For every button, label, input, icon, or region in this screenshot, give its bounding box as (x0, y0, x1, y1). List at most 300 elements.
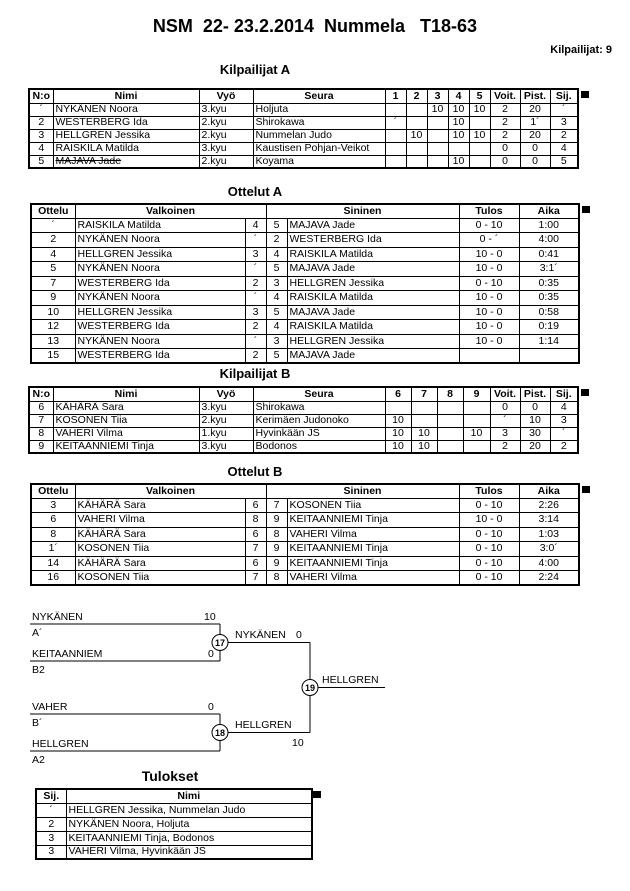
blue-competitor: VAHERI Vilma (287, 527, 459, 542)
white-number: 2 (245, 320, 266, 335)
belt: 2.kyu (199, 116, 253, 129)
score-cell (448, 142, 469, 155)
score-cell: 10 (411, 440, 437, 453)
competitor-name: RAISKILA Matilda (53, 142, 199, 155)
bracket-seed-label: B2 (32, 664, 45, 676)
table-row (31, 527, 579, 542)
blue-number: 7 (266, 498, 287, 513)
matches-a-table (30, 203, 580, 364)
blue-competitor: MAJAVA Jade (287, 305, 459, 320)
place: 2 (550, 440, 578, 453)
pool-a-table (28, 88, 579, 169)
competitor-number: 4 (29, 142, 53, 155)
bracket-seed-label: A´ (32, 627, 43, 639)
club: Koyama (253, 155, 385, 168)
blue-competitor: VAHERI Vilma (287, 571, 459, 586)
points: 0 (520, 155, 550, 168)
column-header: 9 (463, 387, 490, 401)
time: 3:0´ (519, 542, 579, 557)
blue-number: 9 (266, 513, 287, 528)
points: 20 (520, 129, 550, 142)
wins: ´ (490, 414, 520, 427)
table-marker (582, 486, 590, 493)
table-row (31, 262, 579, 277)
table-row (36, 817, 312, 831)
bracket-competitor-name: HELLGREN (32, 738, 89, 750)
score-cell: 10 (406, 129, 427, 142)
place: ´ (36, 803, 66, 817)
section-title-pool-a: Kilpailijat A (219, 62, 291, 77)
place: ´ (550, 103, 578, 116)
white-competitor: KOSONEN Tiia (75, 571, 245, 586)
club: Shirokawa (253, 116, 385, 129)
time: 0:58 (519, 305, 579, 320)
bracket-score: 10 (204, 611, 216, 623)
result: 10 - 0 (459, 334, 519, 349)
table-row (29, 155, 578, 168)
score-cell (427, 155, 448, 168)
white-number: 2 (245, 276, 266, 291)
table-row (31, 542, 579, 557)
table-row (31, 556, 579, 571)
match-number: 2 (31, 233, 75, 248)
result: 0 - ´ (459, 233, 519, 248)
column-header: Sininen (266, 204, 459, 218)
table-row (31, 513, 579, 528)
white-number: 6 (245, 556, 266, 571)
score-cell (437, 401, 463, 414)
table-row (31, 247, 579, 262)
white-number: 7 (245, 571, 266, 586)
blue-competitor: KOSONEN Tiia (287, 498, 459, 513)
white-competitor: KOSONEN Tiia (75, 542, 245, 557)
blue-number: 3 (266, 276, 287, 291)
table-marker (581, 91, 589, 98)
bracket-competitor-name: KEITAANNIEM (32, 648, 103, 660)
score-cell (385, 142, 406, 155)
club: Kaustisen Pohjan-Veikot (253, 142, 385, 155)
blue-competitor: MAJAVA Jade (287, 349, 459, 364)
competitor-name: KÄHÄRÄ Sara (53, 401, 199, 414)
score-cell (406, 155, 427, 168)
column-header: Tulos (459, 204, 519, 218)
belt: 3.kyu (199, 103, 253, 116)
table-row (31, 305, 579, 320)
white-competitor: WESTERBERG Ida (75, 276, 245, 291)
place: 3 (550, 116, 578, 129)
results-table (35, 788, 313, 860)
column-header: Valkoinen (75, 204, 266, 218)
match-number: 9 (31, 291, 75, 306)
table-row (29, 440, 578, 453)
blue-number: 4 (266, 247, 287, 262)
points: 0 (520, 142, 550, 155)
bracket-seed-label: B´ (32, 717, 43, 729)
result: 0 - 10 (459, 556, 519, 571)
column-header: N:o (29, 387, 53, 401)
competitor-number: 5 (29, 155, 53, 168)
match-number: 5 (31, 262, 75, 277)
white-competitor: HELLGREN Jessika (75, 247, 245, 262)
wins: 2 (490, 116, 520, 129)
column-header: Tulos (459, 484, 519, 498)
score-cell (406, 103, 427, 116)
medal-bracket (25, 606, 425, 771)
column-header: Nimi (53, 387, 199, 401)
score-cell: 10 (463, 427, 490, 440)
match-number: 8 (31, 527, 75, 542)
column-header: 1 (385, 89, 406, 103)
score-cell: 10 (448, 116, 469, 129)
place: 4 (550, 142, 578, 155)
section-title-matches-a: Ottelut A (227, 184, 283, 199)
belt: 1.kyu (199, 427, 253, 440)
result: 0 - 10 (459, 571, 519, 586)
white-number: 3 (245, 305, 266, 320)
white-number: 4 (245, 218, 266, 233)
column-header: Sij. (36, 789, 66, 803)
blue-competitor: KEITAANNIEMI Tinja (287, 542, 459, 557)
column-header: Pist. (520, 387, 550, 401)
match-number: 14 (31, 556, 75, 571)
place: 4 (550, 401, 578, 414)
section-title-results: Tulokset (141, 768, 199, 784)
competitor-number: 6 (29, 401, 53, 414)
club: Nummelan Judo (253, 129, 385, 142)
score-cell (463, 414, 490, 427)
column-header: Ottelu (31, 484, 75, 498)
score-cell (411, 414, 437, 427)
white-competitor: RAISKILA Matilda (75, 218, 245, 233)
place: 2 (36, 817, 66, 831)
wins: 2 (490, 129, 520, 142)
place: 5 (550, 155, 578, 168)
result (459, 349, 519, 364)
score-cell (411, 401, 437, 414)
score-cell: 10 (469, 129, 490, 142)
bracket-score: 0 (208, 701, 214, 713)
points: 10 (520, 414, 550, 427)
pool-b-table (28, 386, 579, 454)
competitor-number: 2 (29, 116, 53, 129)
competitor-name: NYKÄNEN Noora (53, 103, 199, 116)
table-row (31, 334, 579, 349)
table-row (31, 320, 579, 335)
result: 0 - 10 (459, 218, 519, 233)
time: 4:00 (519, 233, 579, 248)
competitor-name: VAHERI Vilma (53, 427, 199, 440)
wins: 2 (490, 440, 520, 453)
white-number: ´ (245, 334, 266, 349)
score-cell: 10 (427, 103, 448, 116)
result: 0 - 10 (459, 527, 519, 542)
header-row (36, 789, 312, 803)
score-cell: 10 (385, 414, 411, 427)
club: Bodonos (253, 440, 385, 453)
table-row (29, 427, 578, 440)
blue-number: 3 (266, 334, 287, 349)
score-cell (469, 116, 490, 129)
column-header: 7 (411, 387, 437, 401)
match-number: ´ (31, 218, 75, 233)
time: 3:1´ (519, 262, 579, 277)
blue-competitor: RAISKILA Matilda (287, 291, 459, 306)
white-number: ´ (245, 233, 266, 248)
score-cell (385, 401, 411, 414)
wins: 3 (490, 427, 520, 440)
match-number: 6 (31, 513, 75, 528)
table-row (36, 845, 312, 859)
time: 1:14 (519, 334, 579, 349)
column-header: 3 (427, 89, 448, 103)
white-competitor: NYKÄNEN Noora (75, 233, 245, 248)
table-row (29, 103, 578, 116)
competitor-number: 8 (29, 427, 53, 440)
bracket-score: 0 (296, 629, 302, 641)
competitor-number: 3 (29, 129, 53, 142)
column-header: Vyö (199, 89, 253, 103)
time: 3:14 (519, 513, 579, 528)
competitor-number: ´ (29, 103, 53, 116)
column-header: Aika (519, 484, 579, 498)
white-number: ´ (245, 262, 266, 277)
table-row (29, 142, 578, 155)
white-number: 6 (245, 498, 266, 513)
match-number: 3 (31, 498, 75, 513)
score-cell (463, 440, 490, 453)
matches-b-table (30, 483, 580, 586)
white-number: 2 (245, 349, 266, 364)
time (519, 349, 579, 364)
match-number: 13 (31, 334, 75, 349)
time: 0:35 (519, 276, 579, 291)
score-cell (427, 116, 448, 129)
blue-number: 8 (266, 527, 287, 542)
table-row (31, 349, 579, 364)
header-row (29, 89, 578, 103)
bracket-winner-name: HELLGREN (235, 719, 292, 731)
blue-number: 5 (266, 218, 287, 233)
column-header: 4 (448, 89, 469, 103)
result: 0 - 10 (459, 276, 519, 291)
club: Holjuta (253, 103, 385, 116)
score-cell (385, 103, 406, 116)
page-title: NSM 22- 23.2.2014 Nummela T18-63 (152, 16, 478, 36)
match-number: 15 (31, 349, 75, 364)
blue-competitor: KEITAANNIEMI Tinja (287, 513, 459, 528)
bracket-score: 10 (292, 737, 304, 749)
bracket-competitor-name: VAHER (32, 701, 68, 713)
result: 0 - 10 (459, 542, 519, 557)
blue-number: 2 (266, 233, 287, 248)
blue-number: 5 (266, 305, 287, 320)
result: 10 - 0 (459, 247, 519, 262)
section-title-matches-b: Ottelut B (227, 464, 283, 479)
white-competitor: NYKÄNEN Noora (75, 334, 245, 349)
score-cell (406, 116, 427, 129)
white-number: 8 (245, 513, 266, 528)
points: 20 (520, 440, 550, 453)
result: 10 - 0 (459, 320, 519, 335)
white-number: 3 (245, 247, 266, 262)
score-cell (463, 401, 490, 414)
match-number: 10 (31, 305, 75, 320)
score-cell (437, 414, 463, 427)
blue-competitor: WESTERBERG Ida (287, 233, 459, 248)
competitor-name: KEITAANNIEMI Tinja (53, 440, 199, 453)
points: 20 (520, 103, 550, 116)
result: 10 - 0 (459, 291, 519, 306)
result: 10 - 0 (459, 513, 519, 528)
table-row (29, 401, 578, 414)
competitor: NYKÄNEN Noora, Holjuta (66, 817, 312, 831)
match-number: 19 (304, 683, 316, 693)
blue-competitor: RAISKILA Matilda (287, 247, 459, 262)
score-cell (437, 440, 463, 453)
table-row (29, 116, 578, 129)
blue-number: 5 (266, 349, 287, 364)
header-row (29, 387, 578, 401)
column-header: Nimi (53, 89, 199, 103)
table-row (31, 276, 579, 291)
match-number: 4 (31, 247, 75, 262)
time: 0:35 (519, 291, 579, 306)
score-cell (469, 142, 490, 155)
time: 2:24 (519, 571, 579, 586)
white-competitor: NYKÄNEN Noora (75, 291, 245, 306)
score-cell (385, 129, 406, 142)
score-cell: 10 (385, 427, 411, 440)
result: 10 - 0 (459, 262, 519, 277)
white-competitor: HELLGREN Jessika (75, 305, 245, 320)
white-competitor: VAHERI Vilma (75, 513, 245, 528)
competitor: KEITAANNIEMI Tinja, Bodonos (66, 831, 312, 845)
white-number: ´ (245, 291, 266, 306)
place: ´ (550, 427, 578, 440)
time: 0:41 (519, 247, 579, 262)
score-cell: 10 (448, 129, 469, 142)
score-cell (469, 155, 490, 168)
place: 3 (36, 845, 66, 859)
blue-competitor: MAJAVA Jade (287, 218, 459, 233)
wins: 0 (490, 155, 520, 168)
competitor-name: MAJAVA Jade (53, 155, 199, 168)
blue-competitor: RAISKILA Matilda (287, 320, 459, 335)
competitor-number: 9 (29, 440, 53, 453)
score-cell: 10 (448, 103, 469, 116)
belt: 2.kyu (199, 129, 253, 142)
table-row (31, 498, 579, 513)
place: 3 (36, 831, 66, 845)
belt: 2.kyu (199, 414, 253, 427)
table-marker (582, 206, 590, 213)
competitor: VAHERI Vilma, Hyvinkään JS (66, 845, 312, 859)
score-cell: 10 (385, 440, 411, 453)
competitor-number: 7 (29, 414, 53, 427)
belt: 2.kyu (199, 155, 253, 168)
white-number: 7 (245, 542, 266, 557)
table-row (29, 129, 578, 142)
bracket-winner-name: NYKÄNEN (235, 629, 286, 641)
column-header: 5 (469, 89, 490, 103)
result: 0 - 10 (459, 498, 519, 513)
club: Shirokawa (253, 401, 385, 414)
white-competitor: NYKÄNEN Noora (75, 262, 245, 277)
score-cell: 10 (411, 427, 437, 440)
match-number: 16 (31, 571, 75, 586)
blue-number: 9 (266, 556, 287, 571)
column-header: N:o (29, 89, 53, 103)
column-header: Voit. (490, 89, 520, 103)
result: 10 - 0 (459, 305, 519, 320)
score-cell (385, 155, 406, 168)
blue-number: 5 (266, 262, 287, 277)
bracket-seed-label: A2 (32, 754, 45, 766)
column-header: Seura (253, 387, 385, 401)
white-competitor: WESTERBERG Ida (75, 349, 245, 364)
score-cell (437, 427, 463, 440)
belt: 3.kyu (199, 401, 253, 414)
table-marker (313, 791, 321, 798)
time: 1:00 (519, 218, 579, 233)
belt: 3.kyu (199, 142, 253, 155)
score-cell (406, 142, 427, 155)
column-header: Vyö (199, 387, 253, 401)
white-competitor: KÄHÄRÄ Sara (75, 498, 245, 513)
header-row (31, 204, 579, 218)
blue-number: 9 (266, 542, 287, 557)
wins: 0 (490, 142, 520, 155)
header-row (31, 484, 579, 498)
match-number: 17 (214, 638, 226, 648)
match-number: 12 (31, 320, 75, 335)
column-header: Nimi (66, 789, 312, 803)
bracket-score: 0 (208, 648, 214, 660)
blue-competitor: HELLGREN Jessika (287, 276, 459, 291)
competitor: HELLGREN Jessika, Nummelan Judo (66, 803, 312, 817)
time: 0:19 (519, 320, 579, 335)
points: 30 (520, 427, 550, 440)
column-header: Aika (519, 204, 579, 218)
blue-competitor: MAJAVA Jade (287, 262, 459, 277)
blue-number: 4 (266, 291, 287, 306)
column-header: Pist. (520, 89, 550, 103)
match-number: 1´ (31, 542, 75, 557)
place: 2 (550, 129, 578, 142)
blue-number: 4 (266, 320, 287, 335)
column-header: Sij. (550, 387, 578, 401)
club: Kerimäen Judonoko (253, 414, 385, 427)
wins: 2 (490, 103, 520, 116)
table-row (31, 218, 579, 233)
column-header: 8 (437, 387, 463, 401)
score-cell (427, 129, 448, 142)
time: 4:00 (519, 556, 579, 571)
white-competitor: WESTERBERG Ida (75, 320, 245, 335)
time: 1:03 (519, 527, 579, 542)
column-header: 2 (406, 89, 427, 103)
table-row (36, 831, 312, 845)
column-header: Sininen (266, 484, 459, 498)
bracket-champion-name: HELLGREN (322, 674, 379, 686)
blue-competitor: HELLGREN Jessika (287, 334, 459, 349)
section-title-pool-b: Kilpailijat B (219, 366, 291, 381)
table-row (31, 233, 579, 248)
column-header: Ottelu (31, 204, 75, 218)
score-cell: 10 (448, 155, 469, 168)
match-number: 18 (214, 728, 226, 738)
column-header: Seura (253, 89, 385, 103)
